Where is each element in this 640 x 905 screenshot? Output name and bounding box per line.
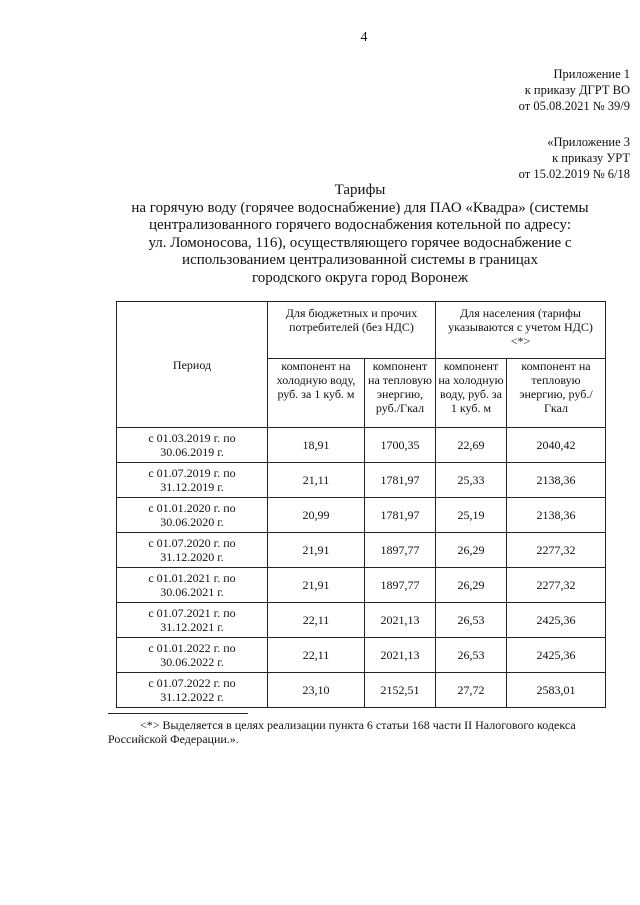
footnote-divider (108, 713, 248, 714)
value-cold-budget: 21,11 (268, 463, 365, 498)
table-row (117, 603, 606, 638)
value-heat-population: 2138,36 (507, 498, 606, 533)
table-row (117, 463, 606, 498)
period-start: с 01.07.2019 г. по (148, 466, 236, 480)
value-heat-population: 2277,32 (507, 568, 606, 603)
value-heat-population: 2583,01 (507, 673, 606, 708)
column-group-population: Для населения (тарифы указываются с учетом НДС) <*> (436, 302, 606, 359)
table-row (117, 533, 606, 568)
appendix-1-reference (519, 66, 630, 114)
period-start: с 01.07.2021 г. по (148, 606, 236, 620)
appendix-3-reference (519, 134, 630, 182)
table-row (117, 673, 606, 708)
value-cold-budget: 21,91 (268, 568, 365, 603)
page-number: 4 (360, 30, 368, 45)
value-heat-population: 2277,32 (507, 533, 606, 568)
column-header-cold-budget: компонент на холодную воду, руб. за 1 куб. м (268, 359, 365, 428)
value-heat-population: 2425,36 (507, 603, 606, 638)
column-header-cold-population: компонент на холодную воду, руб. за 1 куб. м (436, 359, 507, 428)
value-cold-population: 26,29 (436, 533, 507, 568)
table-row (117, 498, 606, 533)
value-heat-budget: 1781,97 (365, 498, 436, 533)
column-group-budget: Для бюджетных и прочих потребителей (без НДС) (268, 302, 436, 359)
period-end: 30.06.2022 г. (160, 655, 224, 669)
period-end: 30.06.2020 г. (160, 515, 224, 529)
value-heat-budget: 2021,13 (365, 603, 436, 638)
period-start: с 01.01.2022 г. по (148, 641, 236, 655)
value-heat-population: 2138,36 (507, 463, 606, 498)
title-line: Тарифы (334, 182, 386, 198)
appendix-1-date: от 05.08.2021 № 39/9 (518, 99, 630, 113)
period-cell (117, 533, 268, 568)
title-line: ул. Ломоносова, 116), осуществляющего горячее водоснабжение с (148, 234, 572, 251)
value-cold-population: 26,29 (436, 568, 507, 603)
footnote-line-2: Российской Федерации.». (108, 732, 239, 746)
value-cold-population: 25,33 (436, 463, 507, 498)
period-end: 31.12.2020 г. (160, 550, 224, 564)
appendix-3-title: «Приложение 3 (547, 135, 630, 149)
period-start: с 01.07.2020 г. по (148, 536, 236, 550)
tariff-table-body (117, 428, 606, 708)
value-heat-budget: 1700,35 (365, 428, 436, 463)
value-cold-population: 27,72 (436, 673, 507, 708)
period-cell (117, 638, 268, 673)
period-start: с 01.01.2021 г. по (148, 571, 236, 585)
footnote (108, 718, 613, 746)
period-end: 31.12.2021 г. (160, 620, 224, 634)
period-end: 30.06.2019 г. (160, 445, 224, 459)
period-start: с 01.07.2022 г. по (148, 676, 236, 690)
value-cold-population: 26,53 (436, 603, 507, 638)
value-heat-budget: 1897,77 (365, 533, 436, 568)
appendix-3-order: к приказу УРТ (552, 151, 630, 165)
value-cold-population: 25,19 (436, 498, 507, 533)
table-row (117, 638, 606, 673)
appendix-1-title: Приложение 1 (553, 67, 630, 81)
value-cold-population: 26,53 (436, 638, 507, 673)
period-start: с 01.01.2020 г. по (148, 501, 236, 515)
value-cold-budget: 18,91 (268, 428, 365, 463)
document-title (110, 182, 610, 287)
title-line: централизованного горячего водоснабжения котельной по адресу: (148, 217, 571, 233)
footnote-line-1: <*> Выделяется в целях реализации пункта 6 статьи 168 части II Налогового кодекса (140, 718, 576, 732)
table-row (117, 568, 606, 603)
value-heat-budget: 1781,97 (365, 463, 436, 498)
period-cell (117, 568, 268, 603)
value-heat-population: 2425,36 (507, 638, 606, 673)
value-cold-budget: 20,99 (268, 498, 365, 533)
value-cold-budget: 22,11 (268, 603, 365, 638)
period-end: 31.12.2022 г. (160, 690, 224, 704)
value-heat-population: 2040,42 (507, 428, 606, 463)
period-cell (117, 673, 268, 708)
value-heat-budget: 2021,13 (365, 638, 436, 673)
table-row (117, 428, 606, 463)
period-cell (117, 498, 268, 533)
title-line: на горячую воду (горячее водоснабжение) для ПАО «Квадра» (системы (131, 199, 589, 216)
period-end: 31.12.2019 г. (160, 480, 224, 494)
value-cold-population: 22,69 (436, 428, 507, 463)
value-cold-budget: 22,11 (268, 638, 365, 673)
value-cold-budget: 23,10 (268, 673, 365, 708)
title-line: городского округа город Воронеж (251, 269, 469, 286)
period-start: с 01.03.2019 г. по (148, 431, 236, 445)
tariff-table (116, 301, 606, 708)
value-cold-budget: 21,91 (268, 533, 365, 568)
period-end: 30.06.2021 г. (160, 585, 224, 599)
period-cell (117, 428, 268, 463)
value-heat-budget: 2152,51 (365, 673, 436, 708)
appendix-3-date: от 15.02.2019 № 6/18 (518, 167, 630, 181)
column-header-heat-population: компонент на тепловую энергию, руб./Гкал (507, 359, 606, 428)
title-line: использованием централизованной системы в границах (182, 252, 538, 268)
period-cell (117, 603, 268, 638)
column-header-heat-budget: компонент на тепловую энергию, руб./Гкал (365, 359, 436, 428)
period-cell (117, 463, 268, 498)
column-header-period: Период (117, 302, 268, 428)
value-heat-budget: 1897,77 (365, 568, 436, 603)
appendix-1-order: к приказу ДГРТ ВО (524, 83, 630, 97)
